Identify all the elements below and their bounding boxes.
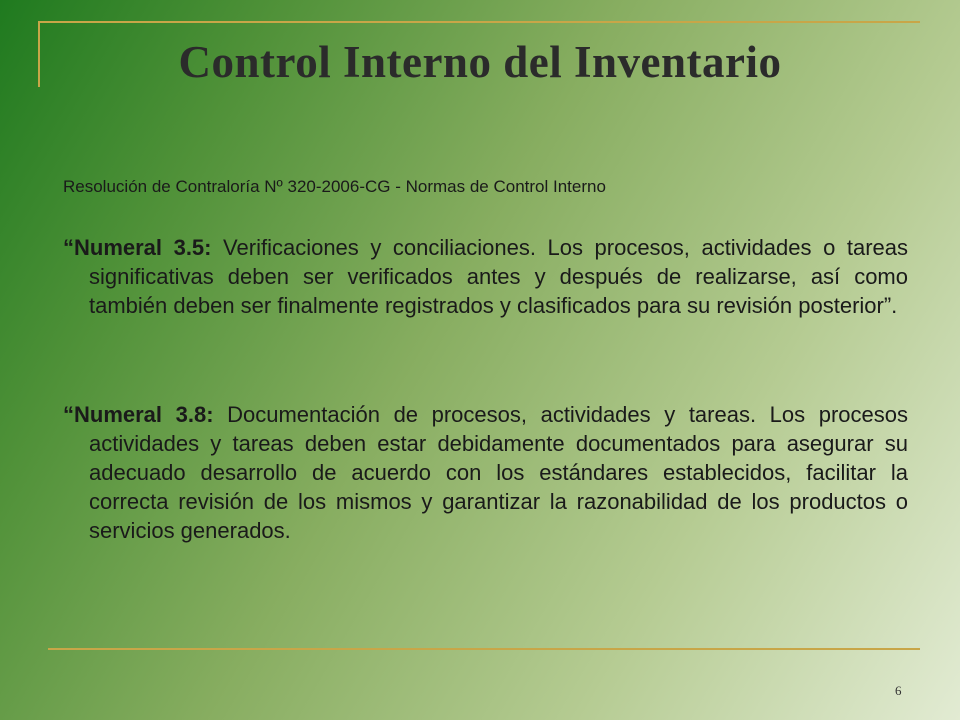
slide-title: Control Interno del Inventario bbox=[178, 37, 782, 87]
numeral-3-5-body: Verificaciones y conciliaciones. Los procesos, actividades o tareas significativas deben ser verificados antes y después de realizarse, así como también deben ser finalmente registrados y clasificados para su revisión posterior”. bbox=[89, 235, 908, 318]
top-divider bbox=[38, 21, 920, 23]
numeral-3-8-body: Documentación de procesos, actividades y tareas. Los procesos actividades y tareas deben estar debidamente documentados para asegurar su adecuado desarrollo de acuerdo con los estándares establecidos, facilitar la correcta revisión de los mismos y garantizar la razonabilidad de los productos o servicios generados. bbox=[89, 402, 908, 543]
numeral-3-5-paragraph bbox=[63, 233, 908, 320]
numeral-3-8-lead: “Numeral 3.8: bbox=[63, 402, 214, 427]
resolution-subtitle: Resolución de Contraloría Nº 320-2006-CG - Normas de Control Interno bbox=[63, 177, 606, 196]
bottom-divider bbox=[48, 648, 920, 650]
numeral-3-8-paragraph bbox=[63, 400, 908, 545]
page-number: 6 bbox=[895, 683, 902, 698]
numeral-3-5-lead: “Numeral 3.5: bbox=[63, 235, 212, 260]
